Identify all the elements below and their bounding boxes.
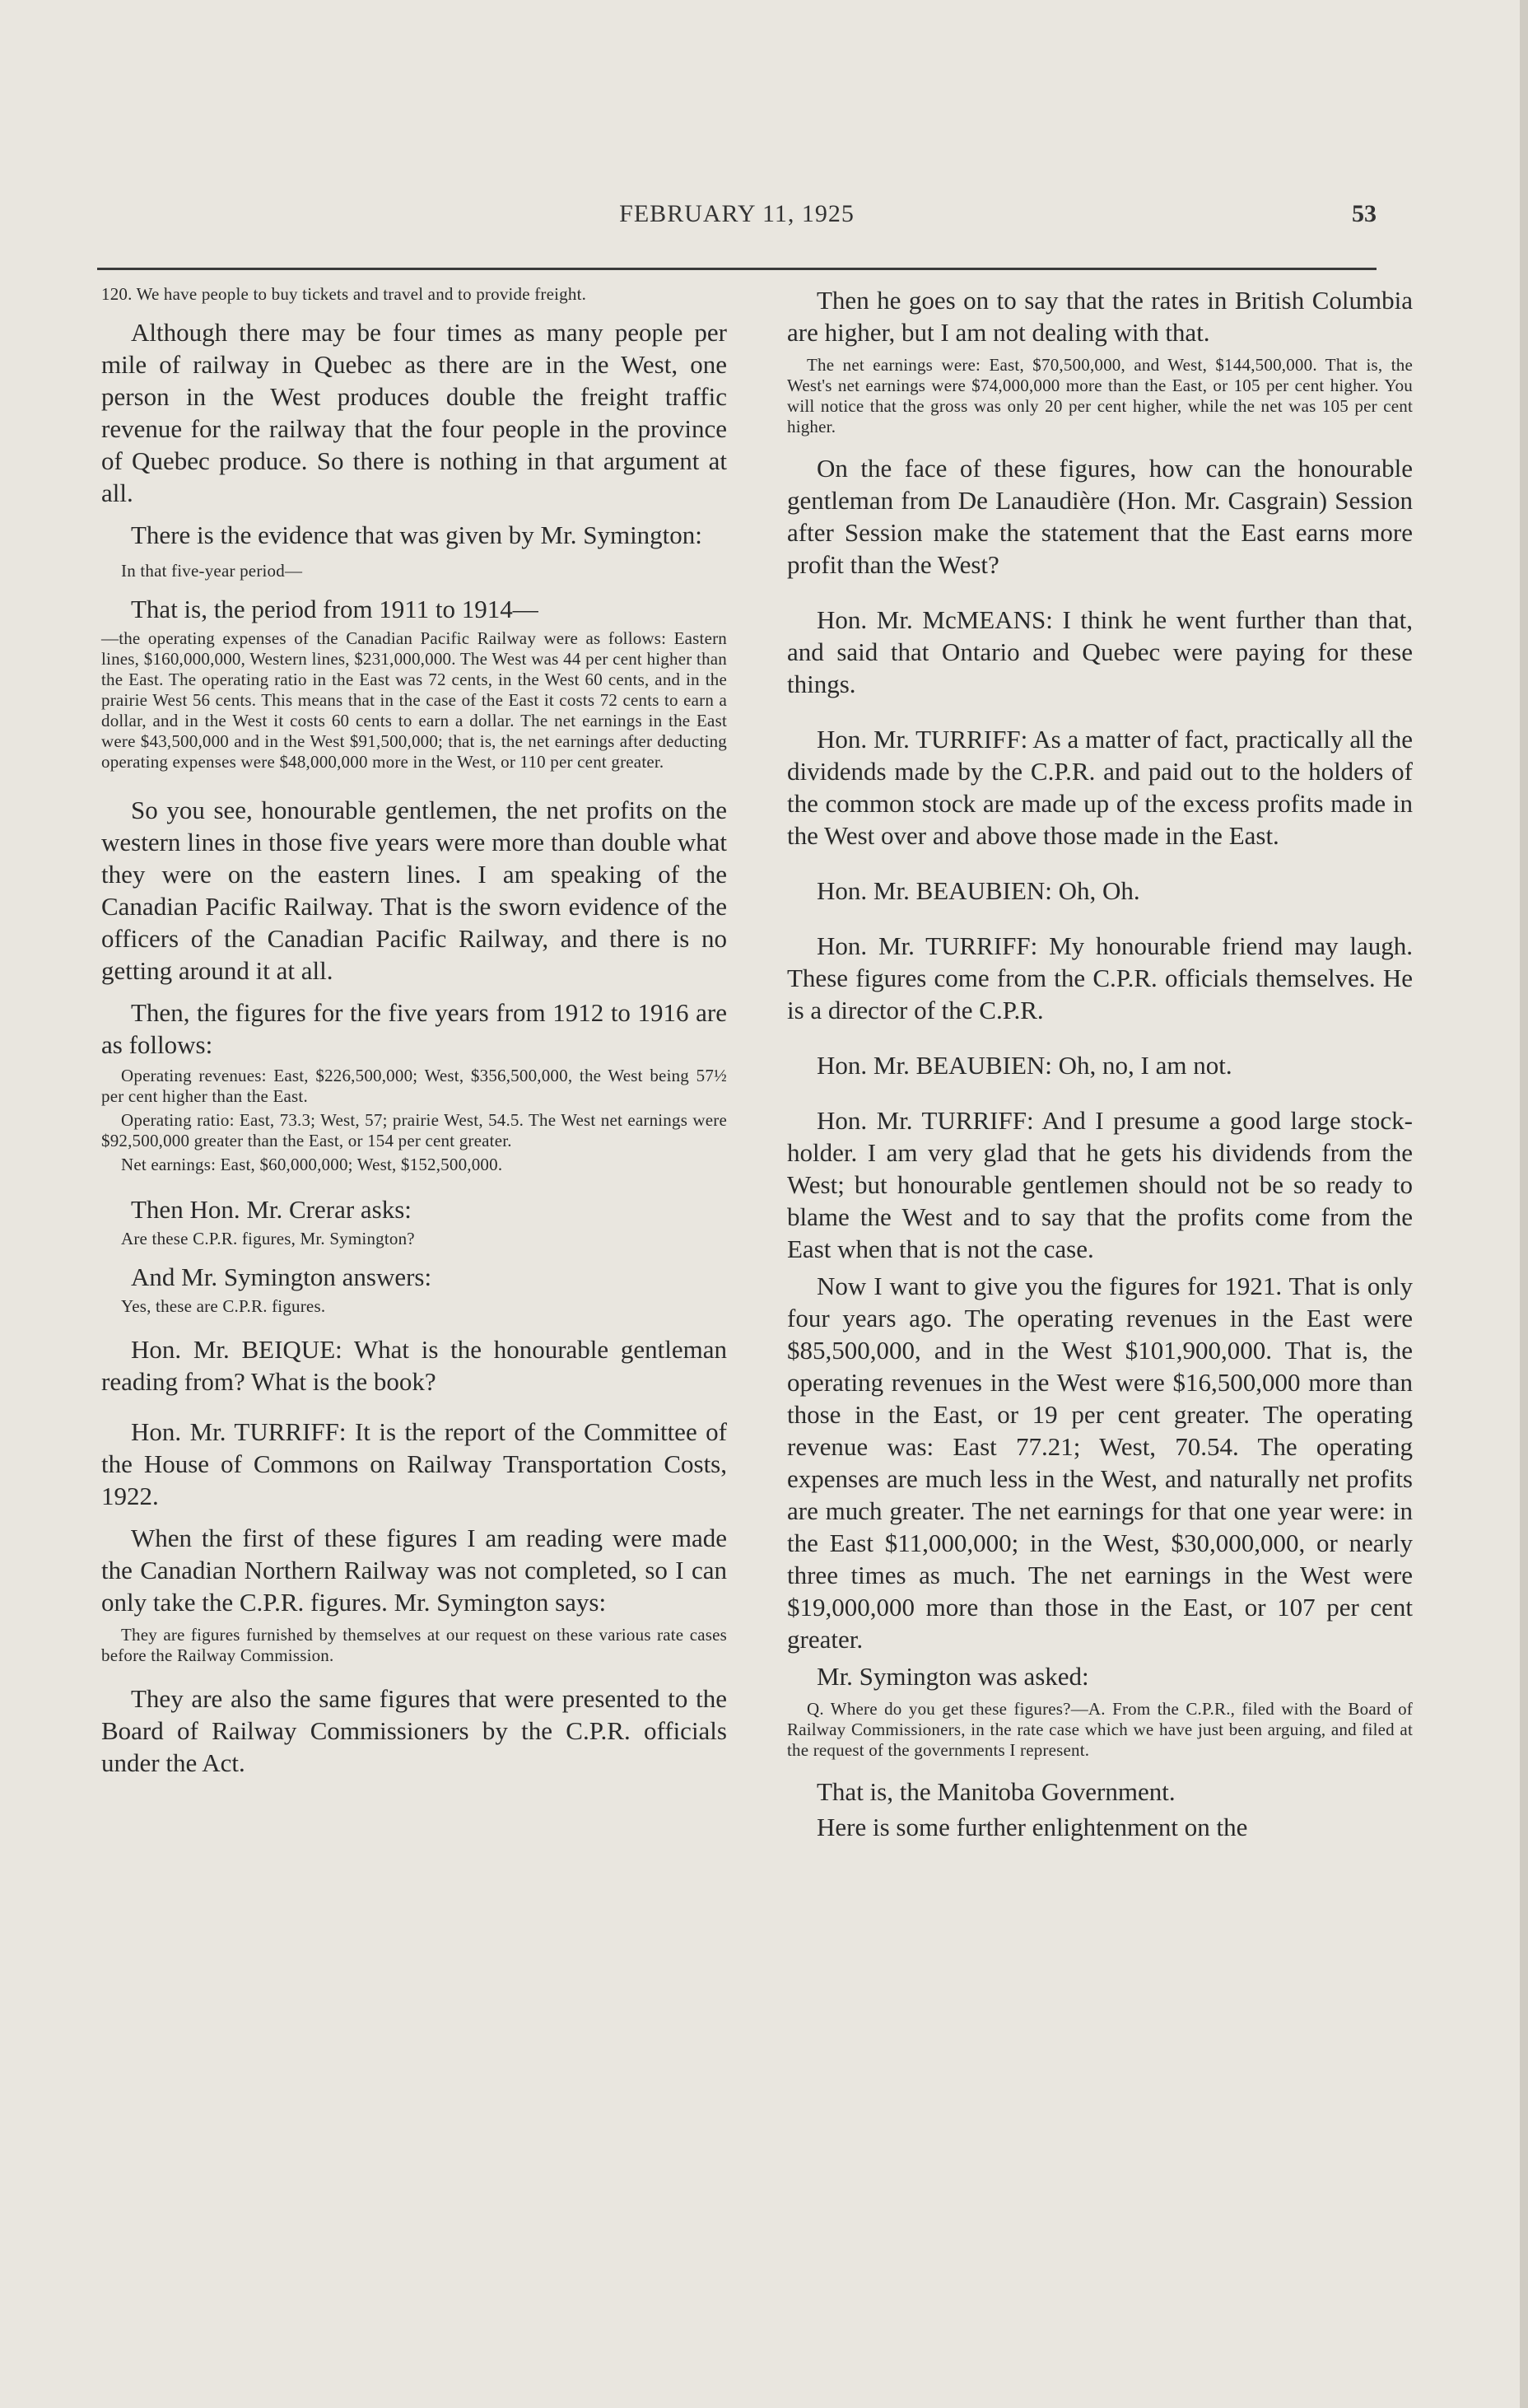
paragraph: Now I want to give you the figures for 1921. That is only four years ago. The operating revenues in the East were $85,500,000, and in the West $101,900,000. That is, the operating revenues in the West were $16,500,000 more than those in the East, or 19 per cent greater. The operating revenue was: East 77.21; West, 70.54. The operating expenses are much less in the West, and naturally net profits are much greater. The net earnings for that one year were: in the East $11,000,000; in the West, $30,000,000, or nearly three times as much. The net earnings in the West were $19,000,000 more than those in the East, or 107 per cent greater. xyxy=(787,1272,1413,1654)
paragraph: Then, the figures for the five years from 1912 to 1916 are as follows: xyxy=(101,998,727,1059)
paragraph: Hon. Mr. TURRIFF: As a matter of fact, practically all the dividends made by the C.P.R. and paid out to the holders of the common stock are made up of the excess profits made in the West over and above those made in the East. xyxy=(787,725,1413,850)
paragraph: That is, the Manitoba Government. xyxy=(817,1777,1176,1806)
paragraph: Hon. Mr. TURRIFF: My honourable friend may laugh. These figures come from the C.P.R. officials themselves. He is a director of the C.P.R. xyxy=(787,931,1413,1024)
page-edge xyxy=(1520,0,1528,2408)
paragraph: Hon. Mr. McMEANS: I think he went further than that, and said that Ontario and Quebec were paying for these things. xyxy=(787,605,1413,698)
quote-text: Are these C.P.R. figures, Mr. Symington? xyxy=(121,1229,415,1248)
paragraph: Hon. Mr. TURRIFF: It is the report of the Committee of the House of Commons on Railway Transportation Costs, 1922. xyxy=(101,1417,727,1510)
quote-text: —the operating expenses of the Canadian Pacific Railway were as follows: Eastern lines, $160,000,000, Western lines, $231,000,000. The West was 44 per cent higher than the East. The operating ratio in the East was 72 cents, in the West 60 cents, and in the prairie West 56 cents. This means that in the case of the East it costs 72 cents to earn a dollar, and in the West it costs 60 cents to earn a dollar. The net earnings in the East were $43,500,000 and in the West $91,500,000; that is, the net earnings after deducting operating expenses were $48,000,000 more in the West, or 110 per cent greater. xyxy=(101,628,727,772)
page-header xyxy=(97,200,1377,241)
quote-text: In that five-year period— xyxy=(121,561,303,581)
paragraph: And Mr. Symington answers: xyxy=(131,1262,432,1291)
quote-text: 120. We have people to buy tickets and travel and to provide freight. xyxy=(101,284,587,304)
quote-text: The net earnings were: East, $70,500,000, and West, $144,500,000. That is, the West's net earnings were $74,000,000 more than the East, or 105 per cent higher. You will notice that the gross was only 20 per cent higher, while the net was 105 per cent higher. xyxy=(787,355,1413,436)
paragraph: Hon. Mr. BEAUBIEN: Oh, no, I am not. xyxy=(817,1051,1232,1080)
paragraph: Hon. Mr. TURRIFF: And I presume a good large stock-holder. I am very glad that he gets his dividends from the West; but honourable gentlemen should not be so ready to blame the West and to say that the profits come from the East when that is not the case. xyxy=(787,1106,1413,1263)
quote-text: Net earnings: East, $60,000,000; West, $152,500,000. xyxy=(121,1155,503,1174)
paragraph: On the face of these figures, how can the honourable gentleman from De Lanaudière (Hon. Mr. Casgrain) Session after Session make the statement that the East earns more profit than the West? xyxy=(787,454,1413,579)
right-column xyxy=(787,284,1413,1853)
quote-text: Q. Where do you get these figures?—A. From the C.P.R., filed with the Board of Railway Commissioners, in the rate case which we have just been arguing, and filed at the request of the governments I represent. xyxy=(787,1699,1413,1760)
header-rule xyxy=(97,268,1377,270)
paragraph: Then Hon. Mr. Crerar asks: xyxy=(131,1195,412,1224)
left-column xyxy=(101,284,727,1789)
paragraph: They are also the same figures that were presented to the Board of Railway Commissioners by the C.P.R. officials under the Act. xyxy=(101,1684,727,1777)
page-number: 53 xyxy=(1352,200,1377,227)
paragraph: Here is some further enlightenment on the xyxy=(817,1813,1248,1841)
paragraph: Although there may be four times as many people per mile of railway in Quebec as there are in the West, one person in the West produces double the freight traffic revenue for the railway that the four people in the province of Quebec produce. So there is nothing in that argument at all. xyxy=(101,318,727,507)
quote-text: Yes, these are C.P.R. figures. xyxy=(121,1296,326,1316)
paragraph: Hon. Mr. BEIQUE: What is the honourable gentleman reading from? What is the book? xyxy=(101,1335,727,1396)
quote-text: Operating ratio: East, 73.3; West, 57; prairie West, 54.5. The West net earnings were $92,500,000 greater than the East, or 154 per cent greater. xyxy=(101,1110,727,1150)
paragraph: That is, the period from 1911 to 1914— xyxy=(131,595,538,623)
quote-text: Operating revenues: East, $226,500,000; West, $356,500,000, the West being 57½ per cent higher than the East. xyxy=(101,1066,727,1106)
paragraph: When the first of these figures I am reading were made the Canadian Northern Railway was not completed, so I can only take the C.P.R. figures. Mr. Symington says: xyxy=(101,1524,727,1617)
paragraph: Hon. Mr. BEAUBIEN: Oh, Oh. xyxy=(817,876,1140,905)
paragraph: There is the evidence that was given by Mr. Symington: xyxy=(131,520,702,549)
paragraph: So you see, honourable gentlemen, the net profits on the western lines in those five years were more than double what they were on the eastern lines. I am speaking of the Canadian Pacific Railway. That is the sworn evidence of the officers of the Canadian Pacific Railway, and there is no getting around it at all. xyxy=(101,796,727,985)
paragraph: Then he goes on to say that the rates in British Columbia are higher, but I am not dealing with that. xyxy=(787,286,1413,347)
page-date-title: FEBRUARY 11, 1925 xyxy=(619,200,855,227)
paragraph: Mr. Symington was asked: xyxy=(817,1662,1089,1691)
quote-text: They are figures furnished by themselves at our request on these various rate cases before the Railway Commission. xyxy=(101,1625,727,1665)
